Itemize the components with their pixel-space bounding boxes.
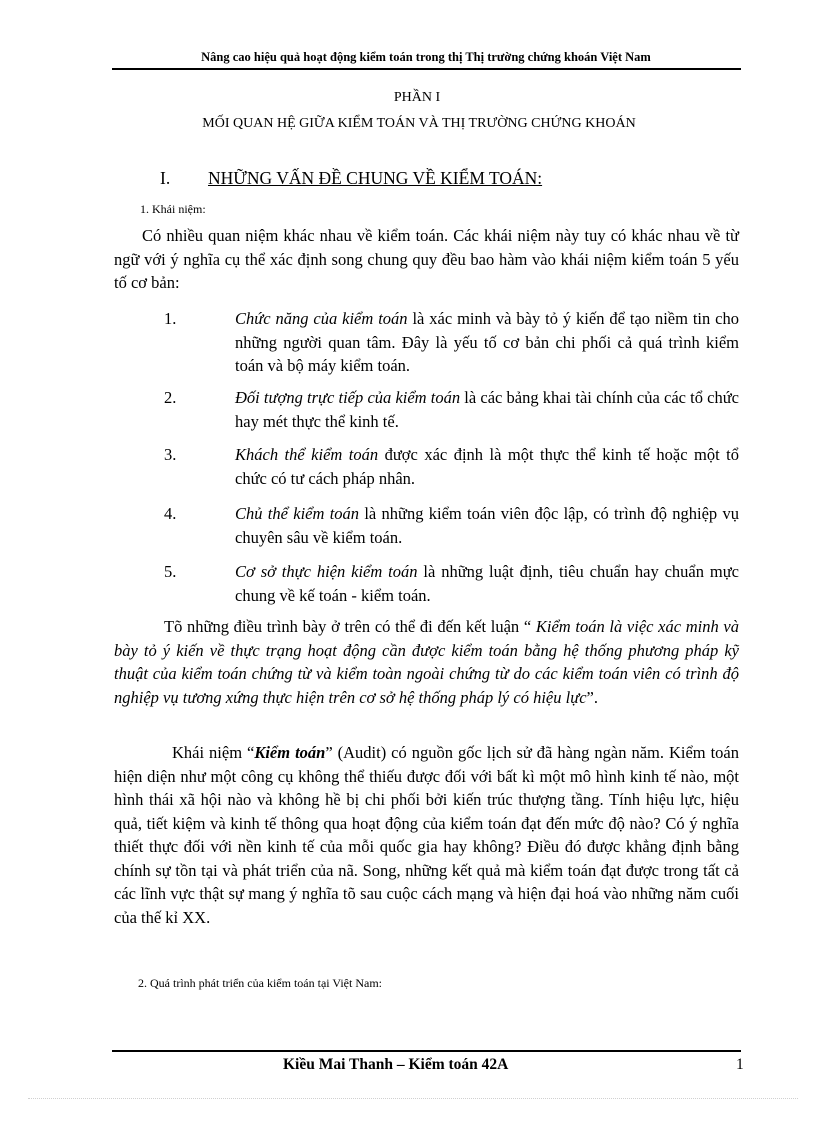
page-number: 1: [736, 1056, 744, 1073]
list-number: 1.: [164, 309, 177, 328]
conclusion-tail: ”.: [586, 687, 598, 707]
concept-lead: Khái niệm “: [172, 743, 255, 762]
list-term: Đối tượng trực tiếp của kiểm toán: [235, 388, 461, 407]
list-text: được xác định là một thực thể kinh tế hoặc một tổ chức có tư cách pháp nhân.: [235, 445, 740, 488]
concept-paragraph: [114, 741, 739, 929]
footer-rule: [112, 1050, 741, 1052]
page-header: Nâng cao hiệu quả hoạt động kiểm toán trong thị Thị trường chứng khoán Việt Nam: [201, 50, 651, 64]
intro-text: Có nhiều quan niệm khác nhau về kiểm toán. Các khái niệm này tuy có khác nhau về từ ngữ với ý nghĩa cụ thể xác định song chung quy đều bao hàm vào khái niệm kiểm toán 5 yếu tố cơ bản:: [114, 226, 739, 292]
section-heading: [160, 168, 542, 189]
list-term: Chức năng của kiểm toán: [235, 309, 408, 328]
section-number: I.: [160, 168, 171, 188]
list-item: [114, 386, 739, 433]
list-item: [114, 307, 739, 378]
list-number: 5.: [164, 562, 177, 581]
conclusion-lead: Tõ những điều trình bày ở trên có thể đi đến kết luận “: [164, 617, 536, 636]
part-title: MỐI QUAN HỆ GIỮA KIỂM TOÁN VÀ THỊ TRƯỜNG CHỨNG KHOÁN: [202, 116, 636, 131]
list-item: [114, 560, 739, 607]
list-term: Cơ sở thực hiện kiểm toán: [235, 562, 418, 581]
list-number: 4.: [164, 504, 177, 523]
subsection-heading-2: 2. Quá trình phát triển của kiểm toán tại Việt Nam:: [138, 976, 382, 990]
list-term: Chủ thể kiểm toán: [235, 504, 360, 523]
conclusion-quote: Kiểm toán là việc xác minh và bày tỏ ý kiến về thực trạng hoạt động cần được kiểm toán bằng hệ thống phương pháp kỹ thuật của kiểm toán chứng từ và kiểm toàn ngoài chứng từ do các kiểm toán viên có trình độ nghiệp vụ tương xứng thực hiện trên cơ sở hệ thống pháp lý có hiệu lực: [114, 617, 739, 707]
list-text: là những kiểm toán viên độc lập, có trình độ nghiệp vụ chuyên sâu về kiểm toán.: [235, 504, 739, 547]
header-rule: [112, 68, 741, 70]
list-term: Khách thể kiểm toán: [235, 445, 379, 464]
list-text: là xác minh và bày tỏ ý kiến để tạo niềm tin cho những người quan tâm. Đây là yếu tố cơ bản chi phối cả quá trình kiểm toán và bộ máy kiểm toán.: [235, 309, 740, 375]
list-text: là những luật định, tiêu chuẩn hay chuẩn mực chung về kế toán - kiểm toán.: [235, 562, 739, 605]
concept-term: Kiểm toán: [254, 743, 326, 762]
subsection-heading-1: 1. Khái niệm:: [140, 202, 206, 216]
part-number: PHẦN I: [393, 90, 441, 105]
footer-author: Kiều Mai Thanh – Kiểm toán 42A: [283, 1056, 509, 1073]
list-number: 3.: [164, 445, 177, 464]
list-number: 2.: [164, 388, 177, 407]
intro-paragraph: [114, 224, 739, 295]
concept-text: ” (Audit) có nguồn gốc lịch sử đã hàng ngàn năm. Kiểm toán hiện diện như một công cụ không thể thiếu được đối với bất kì một mô hình kinh tế nào, một hình thái xã hội nào và không hề bị chi phối bởi kiến trúc thượng tầng. Tính hiệu lực, hiệu quả, tiết kiệm và kinh tế thông qua hoạt động của kiểm toán đạt đến mức độ nào? Có ý nghĩa thiết thực đối với nền kinh tế của mỗi quốc gia hay không? Điều đó được khẳng định bằng chính sự tồn tại và phát triển của nã. Song, những kết quả mà kiểm toán đạt được trong tất cả các lĩnh vực thật sự mang ý nghĩa tõ sau cuộc cách mạng và hiện đại hoá vào những năm cuối của thế kỉ XX.: [114, 743, 739, 927]
section-title: NHỮNG VẤN ĐỀ CHUNG VỀ KIỂM TOÁN:: [208, 168, 543, 188]
page-bottom-divider: [28, 1098, 798, 1099]
list-item: [114, 502, 739, 549]
list-text: là các bảng khai tài chính của các tổ chức hay mét thực thể kinh tế.: [235, 388, 740, 431]
list-item: [114, 443, 739, 490]
conclusion-paragraph: [114, 615, 739, 709]
